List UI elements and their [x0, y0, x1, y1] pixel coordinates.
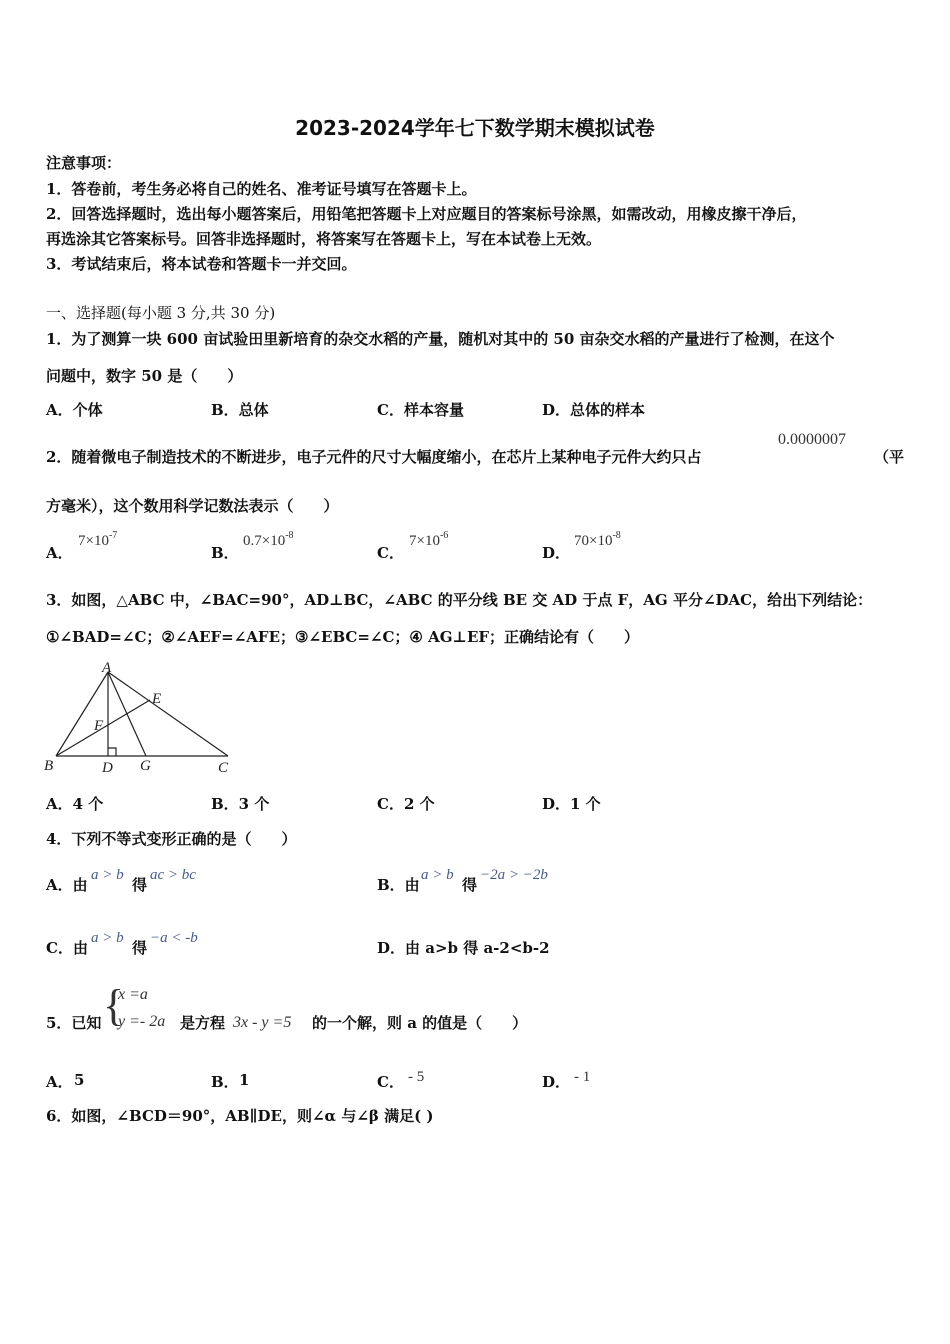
q5-option-a-value: 5 — [74, 1071, 85, 1089]
q1-option-c: C．样本容量 — [377, 401, 464, 419]
q4-option-a-label: A．由 — [46, 876, 88, 894]
q5-option-d-value: - 1 — [574, 1069, 591, 1085]
q5-equation-2: y =- 2a — [118, 1013, 166, 1030]
section-heading: 一、选择题(每小题 3 分,共 30 分) — [46, 304, 276, 322]
q3-option-d: D．1 个 — [542, 795, 601, 813]
q5-option-d-label: D． — [542, 1073, 571, 1091]
notice-line: 3．考试结束后，将本试卷和答题卡一并交回。 — [46, 255, 357, 273]
notice-line: 再选涂其它答案标号。回答非选择题时，将答案写在答题卡上，写在本试卷上无效。 — [46, 230, 602, 248]
q4-option-c-label: C．由 — [46, 939, 88, 957]
q3-option-c: C．2 个 — [377, 795, 435, 813]
label-c: C — [218, 760, 229, 776]
q4-option-b-cond: a > b — [421, 867, 454, 883]
q2-option-b-value: $0.7\times 10^{-8}$ — [243, 530, 294, 549]
q2-option-a-label: A． — [46, 544, 73, 562]
q5-option-c-value: - 5 — [408, 1069, 425, 1085]
q5-option-b-label: B． — [211, 1073, 239, 1091]
notice-line: 1．答卷前，考生务必将自己的姓名、准考证号填写在答题卡上。 — [46, 180, 477, 198]
q2-number: 0.0000007 — [778, 431, 846, 448]
question-1-line: 1．为了测算一块 600 亩试验田里新培育的杂交水稻的产量，随机对其中的 50 亩杂交水稻的产量进行了检测，在这个 — [46, 330, 835, 348]
q5-equation-1: x =a — [118, 986, 148, 1003]
q4-option-c-result: −a < -b — [150, 930, 198, 946]
notice-heading: 注意事项： — [46, 154, 122, 172]
q4-option-a-de: 得 — [132, 876, 148, 894]
q4-option-c-cond: a > b — [91, 930, 124, 946]
q3-option-a: A．4 个 — [46, 795, 104, 813]
q1-option-a: A．个体 — [46, 401, 103, 419]
label-f: F — [94, 718, 104, 734]
q4-option-a-result: ac > bc — [150, 867, 196, 883]
question-4-line: 4．下列不等式变形正确的是（ ） — [46, 830, 297, 848]
q5-option-c-label: C． — [377, 1073, 404, 1091]
label-b: B — [44, 758, 54, 774]
q4-option-c-de: 得 — [132, 939, 148, 957]
right-angle-mark — [108, 748, 116, 756]
question-3-line: 3．如图，△ABC 中，∠BAC=90°，AD⊥BC，∠ABC 的平分线 BE 交 AD 于点 F，AG 平分∠DAC，给出下列结论： — [46, 591, 873, 609]
notice-line: 2．回答选择题时，选出每小题答案后，用铅笔把答题卡上对应题目的答案标号涂黑，如需改动，用橡皮擦干净后， — [46, 205, 807, 223]
q3-option-b: B．3 个 — [211, 795, 270, 813]
question-6-line: 6．如图，∠BCD＝90°，AB∥DE，则∠α 与∠β 满足( ) — [46, 1107, 434, 1125]
label-d: D — [102, 760, 113, 776]
q2-option-c-label: C． — [377, 544, 404, 562]
q4-option-b-result: −2a > −2b — [480, 867, 548, 883]
q2-option-c-value: $7\times 10^{-6}$ — [409, 530, 449, 549]
label-e: E — [152, 691, 162, 707]
q2-option-d-value: $70\times 10^{-8}$ — [574, 530, 621, 549]
q5-mid: 是方程 — [180, 1014, 226, 1032]
q2-option-a-value: $7\times 10^{-7}$ — [78, 530, 118, 549]
q5-suffix: 的一个解，则 a 的值是（ ） — [312, 1014, 528, 1032]
q4-option-d: D．由 a>b 得 a-2<b-2 — [377, 939, 550, 957]
q5-equation: 3x - y =5 — [233, 1014, 292, 1031]
label-g: G — [140, 758, 151, 774]
q2-tail: （平 — [874, 448, 905, 466]
q1-option-d: D．总体的样本 — [542, 401, 646, 419]
question-2-line: 方毫米），这个数用科学记数法表示（ ） — [46, 497, 339, 515]
q4-option-a-cond: a > b — [91, 867, 124, 883]
question-3-line: ①∠BAD=∠C；②∠AEF=∠AFE；③∠EBC=∠C；④ AG⊥EF；正确结论有（ ） — [46, 628, 640, 646]
page-title: 2023-2024学年七下数学期末模拟试卷 — [295, 116, 655, 140]
question-2-line: 2．随着微电子制造技术的不断进步，电子元件的尺寸大幅度缩小，在芯片上某种电子元件大约只占 — [46, 448, 702, 466]
q4-option-b-label: B．由 — [377, 876, 420, 894]
system-brace: { — [103, 981, 125, 1030]
q2-option-b-label: B． — [211, 544, 239, 562]
question-5-prefix: 5．已知 — [46, 1014, 102, 1032]
label-a: A — [102, 660, 112, 676]
triangle-figure — [40, 660, 240, 778]
q1-option-b: B．总体 — [211, 401, 269, 419]
q2-option-d-label: D． — [542, 544, 571, 562]
q4-option-b-de: 得 — [462, 876, 478, 894]
question-1-line: 问题中，数字 50 是（ ） — [46, 367, 243, 385]
q5-option-a-label: A． — [46, 1073, 73, 1091]
figure-line-ab — [56, 672, 108, 756]
q5-option-b-value: 1 — [239, 1071, 250, 1089]
